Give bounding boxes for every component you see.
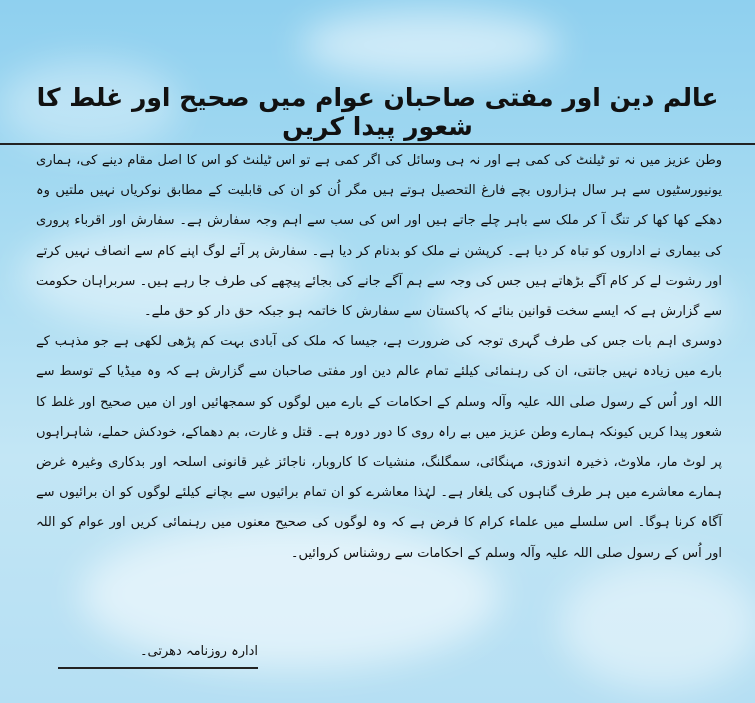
background-cloud <box>560 560 755 690</box>
article-body <box>36 146 722 569</box>
article-paragraph: وطن عزیز میں نہ تو ٹیلنٹ کی کمی ہے اور نہ ہی وسائل کی اگر کمی ہے تو اس ٹیلنٹ کو اس کا اصل مقام دینے کی، ہماری یونیورسٹیوں سے ہر سال ہزاروں بچے فارغ التحصیل ہوتے ہیں مگر اُن کو ان کی قابلیت کے مطابق نوکریاں نہیں ملتیں وہ دھکے کھا کھا کر تنگ آ کر ملک سے باہر چلے جاتے ہیں اور اس کی سب سے اہم وجہ سفارش ہے۔ سفارش اور اقرباء پروری کی بیماری نے اداروں کو تباہ کر دیا ہے۔ کرپشن نے ملک کو بدنام کر دیا ہے۔ سفارش پر آئے لوگ اپنے کام سے انصاف نہیں کرتے اور رشوت لے کر کام آگے بڑھاتے ہیں جس کی وجہ سے ہم آگے جانے کی بجائے پیچھے کی طرف جا رہے ہیں۔ سربراہان حکومت سے گزارش ہے کہ ایسے سخت قوانین بنائے کہ پاکستان سے سفارش کا خاتمہ ہو جبکہ حق دار کو حق ملے۔ <box>36 153 722 320</box>
signature-underline <box>58 667 258 669</box>
article-title: عالم دین اور مفتی صاحبان عوام میں صحیح اور غلط کا شعور پیدا کریں <box>0 83 755 145</box>
signature-block <box>58 644 258 669</box>
article-paragraph: دوسری اہم بات جس کی طرف گہری توجہ کی ضرورت ہے، جیسا کہ ملک کی آبادی بہت کم پڑھی لکھی ہے جو مذہب کے بارے میں زیادہ نہیں جانتی، ان کی رہنمائی کیلئے تمام عالم دین اور مفتی صاحبان سے گزارش ہے کہ وہ میڈیا کے توسط سے اللہ اور اُس کے رسول صلی اللہ علیہ وآلہ وسلم کے احکامات کے بارے میں لوگوں کو سمجھائیں اور ان میں صحیح اور غلط کا شعور پیدا کریں کیونکہ ہمارے وطن عزیز میں بے راہ روی کا دور دورہ ہے۔ قتل و غارت، بم دھماکے، خودکش حملے، شاہراہوں پر لوٹ مار، ملاوٹ، ذخیرہ اندوزی، مہنگائی، سمگلنگ، منشیات کا کاروبار، ناجائز غیر قانونی اسلحہ اور بدکاری وغیرہ غرض ہمارے معاشرے میں ہر طرف گناہوں کی یلغار ہے۔ لہٰذا معاشرے کو ان تمام برائیوں سے بچانے کیلئے لوگوں کو ان برائیوں سے آگاہ کرنا ہوگا۔ اس سلسلے میں علماء کرام کا فرض ہے کہ وہ لوگوں کی صحیح معنوں میں رہنمائی کریں اور عوام کو اللہ اور اُس کے رسول صلی اللہ علیہ وآلہ وسلم کے احکامات سے روشناس کروائیں۔ <box>36 334 722 561</box>
signature-text: ادارہ روزنامہ دھرتی۔ <box>139 644 258 659</box>
